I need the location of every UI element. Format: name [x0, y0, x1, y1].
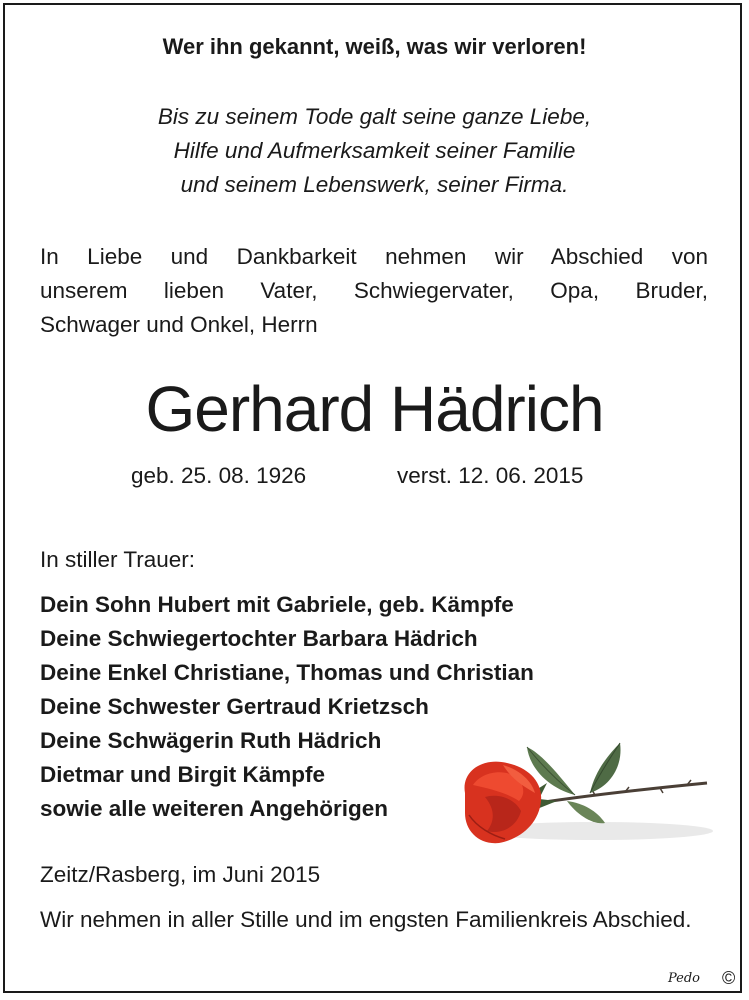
- intro-line: Schwager und Onkel, Herrn: [40, 312, 318, 337]
- death-date: verst. 12. 06. 2015: [397, 463, 584, 488]
- mourner-line: Dietmar und Birgit Kämpfe: [40, 762, 326, 787]
- intro-text: [40, 240, 708, 342]
- place-date: Zeitz/Rasberg, im Juni 2015: [40, 862, 321, 887]
- mourners-label: In stiller Trauer:: [40, 547, 196, 572]
- copyright-symbol: ©: [722, 968, 736, 988]
- rose-image: [455, 735, 720, 865]
- intro-line: In Liebe und Dankbarkeit nehmen wir Abschied von: [40, 244, 708, 269]
- closing-text: Wir nehmen in aller Stille und im engsten Familienkreis Abschied.: [40, 907, 692, 932]
- mourner-line: Deine Schwägerin Ruth Hädrich: [40, 728, 382, 753]
- mourner-line: sowie alle weiteren Angehörigen: [40, 796, 389, 821]
- quote-line: Bis zu seinem Tode galt seine ganze Liebe,: [157, 104, 592, 129]
- mourner-line: Deine Schwester Gertraud Krietzsch: [40, 694, 429, 719]
- birth-date: geb. 25. 08. 1926: [131, 463, 307, 488]
- motto: Wer ihn gekannt, weiß, was wir verloren!: [162, 34, 587, 59]
- mourner-line: Deine Schwiegertochter Barbara Hädrich: [40, 626, 478, 651]
- intro-line: unserem lieben Vater, Schwiegervater, Opa, Bruder,: [40, 278, 708, 303]
- designer-signature: Pedo: [668, 971, 701, 986]
- quote-line: und seinem Lebenswerk, seiner Firma.: [180, 172, 569, 197]
- mourner-line: Dein Sohn Hubert mit Gabriele, geb. Kämpfe: [40, 592, 514, 617]
- quote: [0, 100, 749, 202]
- deceased-name: Gerhard Hädrich: [145, 373, 604, 445]
- quote-line: Hilfe und Aufmerksamkeit seiner Familie: [173, 138, 576, 163]
- mourner-line: Deine Enkel Christiane, Thomas und Christian: [40, 660, 534, 685]
